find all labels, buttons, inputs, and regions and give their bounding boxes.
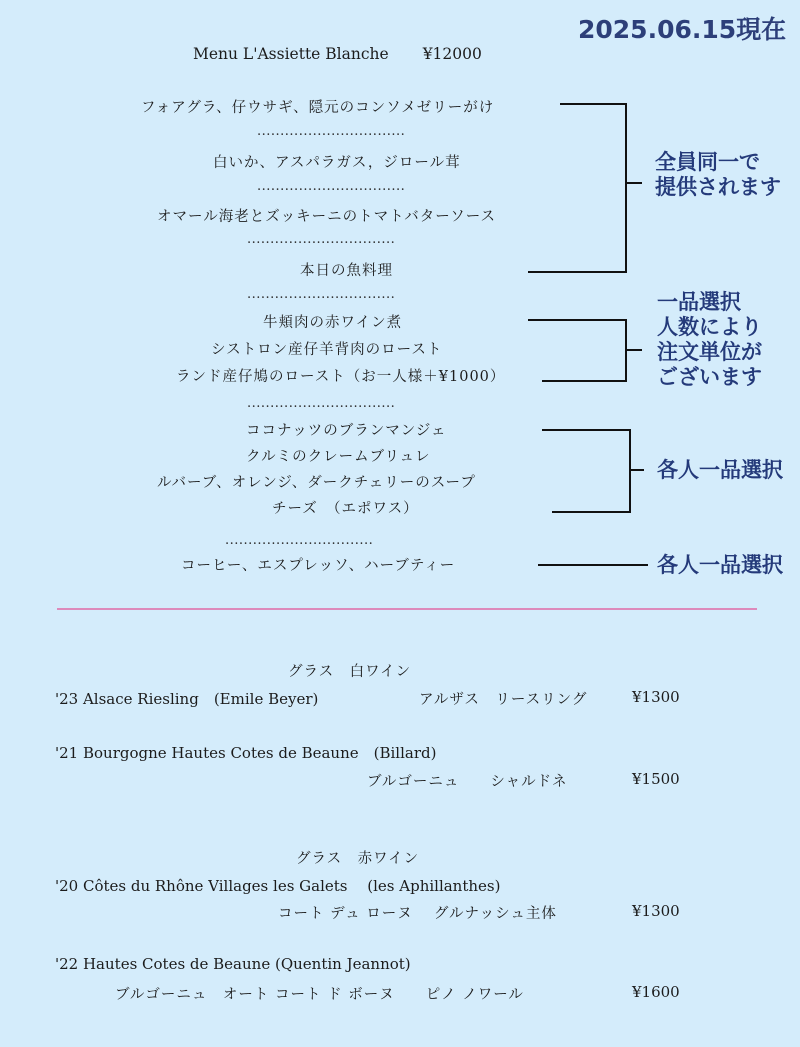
dessert-cheese: チーズ （エポワス） xyxy=(272,501,419,517)
note-main-selection: 一品選択 人数により 注文単位が ございます xyxy=(657,290,762,389)
drink-choice: コーヒー、エスプレッソ、ハーブティー xyxy=(181,558,456,574)
wine-bourgogne-name: '21 Bourgogne Hautes Cotes de Beaune (Billard) xyxy=(55,744,437,762)
dessert-walnut: クルミのクレームブリュレ xyxy=(246,449,431,465)
menu-name: Menu L'Assiette Blanche xyxy=(193,45,389,63)
course-fish: 本日の魚料理 xyxy=(300,263,393,279)
course-squid: 白いか、アスパラガス，ジロール茸 xyxy=(213,155,461,171)
separator-dots: ................................ xyxy=(257,179,406,194)
wine-riesling-name: '23 Alsace Riesling (Emile Beyer) xyxy=(55,690,319,708)
course-foie-gras: フォアグラ、仔ウサギ、隠元のコンソメゼリーがけ xyxy=(141,100,495,116)
wine-hautes-cotes-name: '22 Hautes Cotes de Beaune (Quentin Jeannot) xyxy=(55,955,411,973)
red-wine-header: グラス 赤ワイン xyxy=(296,851,420,867)
wine-hautes-cotes-price: ¥1600 xyxy=(632,983,680,1001)
main-beef-cheek: 牛頬肉の赤ワイン煮 xyxy=(263,315,403,331)
separator-dots: ................................ xyxy=(247,287,396,302)
bracket-mains xyxy=(528,320,626,381)
note-same-course: 全員同一で 提供されます xyxy=(655,150,781,199)
dessert-soup: ルバーブ、オレンジ、ダークチェリーのスープ xyxy=(157,475,476,491)
wine-bourgogne-price: ¥1500 xyxy=(632,770,680,788)
wine-bourgogne-jp: ブルゴーニュ シャルドネ xyxy=(367,774,568,790)
wine-hautes-cotes-jp: ブルゴーニュ オート コート ド ボーヌ ピノ ノワール xyxy=(115,987,524,1003)
note-dessert-selection: 各人一品選択 xyxy=(657,458,783,482)
wine-riesling-jp: アルザス リースリング xyxy=(419,692,588,708)
note-drink-selection: 各人一品選択 xyxy=(657,553,783,577)
wine-rhone-price: ¥1300 xyxy=(632,902,680,920)
menu-price: ¥12000 xyxy=(422,45,482,63)
wine-rhone-name: '20 Côtes du Rhône Villages les Galets (les Aphillanthes) xyxy=(55,877,501,895)
date-stamp: 2025.06.15現在 xyxy=(578,15,787,44)
main-pigeon: ランド産仔鳩のロースト（お一人様＋¥1000） xyxy=(176,369,506,385)
course-lobster: オマール海老とズッキーニのトマトバターソース xyxy=(157,209,496,225)
bracket-desserts xyxy=(542,430,630,512)
bracket-fixed-courses xyxy=(528,104,626,272)
wine-riesling-price: ¥1300 xyxy=(632,688,680,706)
separator-dots: ................................ xyxy=(247,396,396,411)
separator-dots: ................................ xyxy=(225,533,374,548)
separator-dots: ................................ xyxy=(257,124,406,139)
white-wine-header: グラス 白ワイン xyxy=(288,664,412,680)
main-lamb: シストロン産仔羊背肉のロースト xyxy=(211,342,443,358)
wine-rhone-jp: コート デュ ローヌ グルナッシュ主体 xyxy=(278,906,557,922)
separator-dots: ................................ xyxy=(247,232,396,247)
dessert-coconut: ココナッツのブランマンジェ xyxy=(246,423,447,439)
